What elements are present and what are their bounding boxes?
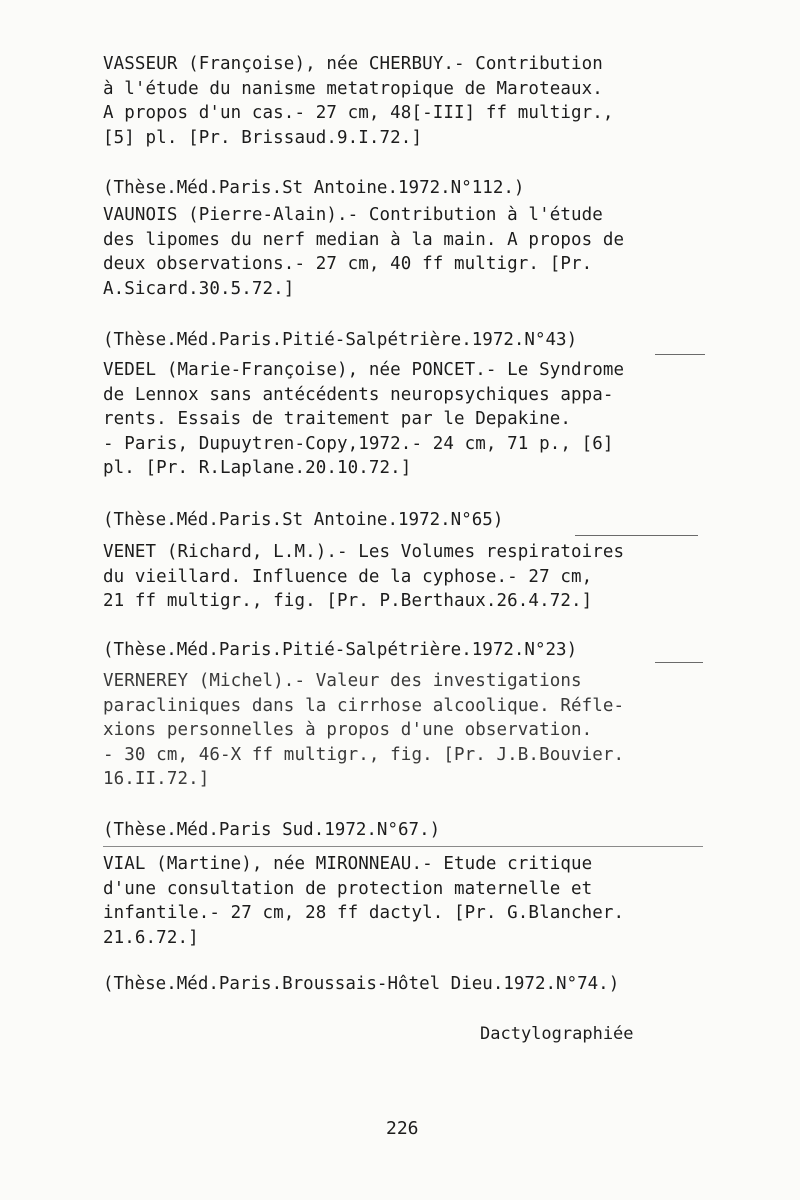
divider-rule (575, 535, 698, 536)
bibliography-entry (103, 669, 703, 792)
entry-line: pl. [Pr. R.Laplane.20.10.72.] (103, 458, 412, 479)
entry-line: 16.II.72.] (103, 769, 210, 790)
divider-rule (103, 846, 703, 847)
bibliography-entry (103, 203, 703, 301)
thesis-source: (Thèse.Méd.Paris.Pitié-Salpétrière.1972.N°23) (103, 640, 578, 660)
entry-line: d'une consultation de protection maternelle et (103, 878, 593, 899)
entry-line: infantile.- 27 cm, 28 ff dactyl. [Pr. G.Blancher. (103, 903, 625, 924)
entry-line: de Lennox sans antécédents neuropsychiques appa- (103, 384, 614, 405)
thesis-source: (Thèse.Méd.Paris Sud.1972.N°67.) (103, 820, 441, 840)
entry-line: A.Sicard.30.5.72.] (103, 278, 295, 299)
page-number: 226 (386, 1118, 419, 1139)
bibliography-entry (103, 540, 703, 614)
divider-rule (655, 662, 703, 663)
entry-line: 21 ff multigr., fig. [Pr. P.Berthaux.26.4.72.] (103, 591, 593, 612)
thesis-source: (Thèse.Méd.Paris.Pitié-Salpétrière.1972.N°43) (103, 330, 578, 350)
entry-line: - 30 cm, 46-X ff multigr., fig. [Pr. J.B.Bouvier. (103, 744, 625, 765)
entry-line: A propos d'un cas.- 27 cm, 48[-III] ff multigr., (103, 103, 614, 124)
entry-line: VASSEUR (Françoise), née CHERBUY.- Contribution (103, 54, 603, 74)
divider-rule (655, 354, 705, 355)
entry-line: VEDEL (Marie-Françoise), née PONCET.- Le Syndrome (103, 360, 625, 380)
entry-line: VAUNOIS (Pierre-Alain).- Contribution à l'étude (103, 205, 603, 225)
entry-line: VERNEREY (Michel).- Valeur des investigations (103, 671, 582, 691)
entry-line: deux observations.- 27 cm, 40 ff multigr. [Pr. (103, 254, 593, 275)
entry-line: du vieillard. Influence de la cyphose.- 27 cm, (103, 566, 593, 587)
entry-line: [5] pl. [Pr. Brissaud.9.I.72.] (103, 127, 423, 148)
footer-note: Dactylographiée (480, 1024, 634, 1044)
entry-line: rents. Essais de traitement par le Depakine. (103, 409, 571, 430)
bibliography-entry (103, 52, 703, 150)
entry-line: - Paris, Dupuytren-Copy,1972.- 24 cm, 71 p., [6] (103, 433, 614, 454)
bibliography-entry (103, 852, 703, 950)
thesis-source: (Thèse.Méd.Paris.St Antoine.1972.N°65) (103, 510, 504, 530)
entry-line: VIAL (Martine), née MIRONNEAU.- Etude critique (103, 854, 593, 874)
entry-line: des lipomes du nerf median à la main. A propos de (103, 229, 625, 250)
entry-line: à l'étude du nanisme metatropique de Maroteaux. (103, 78, 603, 99)
entry-line: VENET (Richard, L.M.).- Les Volumes respiratoires (103, 542, 625, 562)
entry-line: xions personnelles à propos d'une observation. (103, 720, 593, 741)
thesis-source: (Thèse.Méd.Paris.St Antoine.1972.N°112.) (103, 178, 525, 198)
entry-line: 21.6.72.] (103, 927, 199, 948)
entry-line: paracliniques dans la cirrhose alcoolique. Réfle- (103, 695, 625, 716)
thesis-source: (Thèse.Méd.Paris.Broussais-Hôtel Dieu.1972.N°74.) (103, 974, 620, 994)
bibliography-entry (103, 358, 703, 481)
